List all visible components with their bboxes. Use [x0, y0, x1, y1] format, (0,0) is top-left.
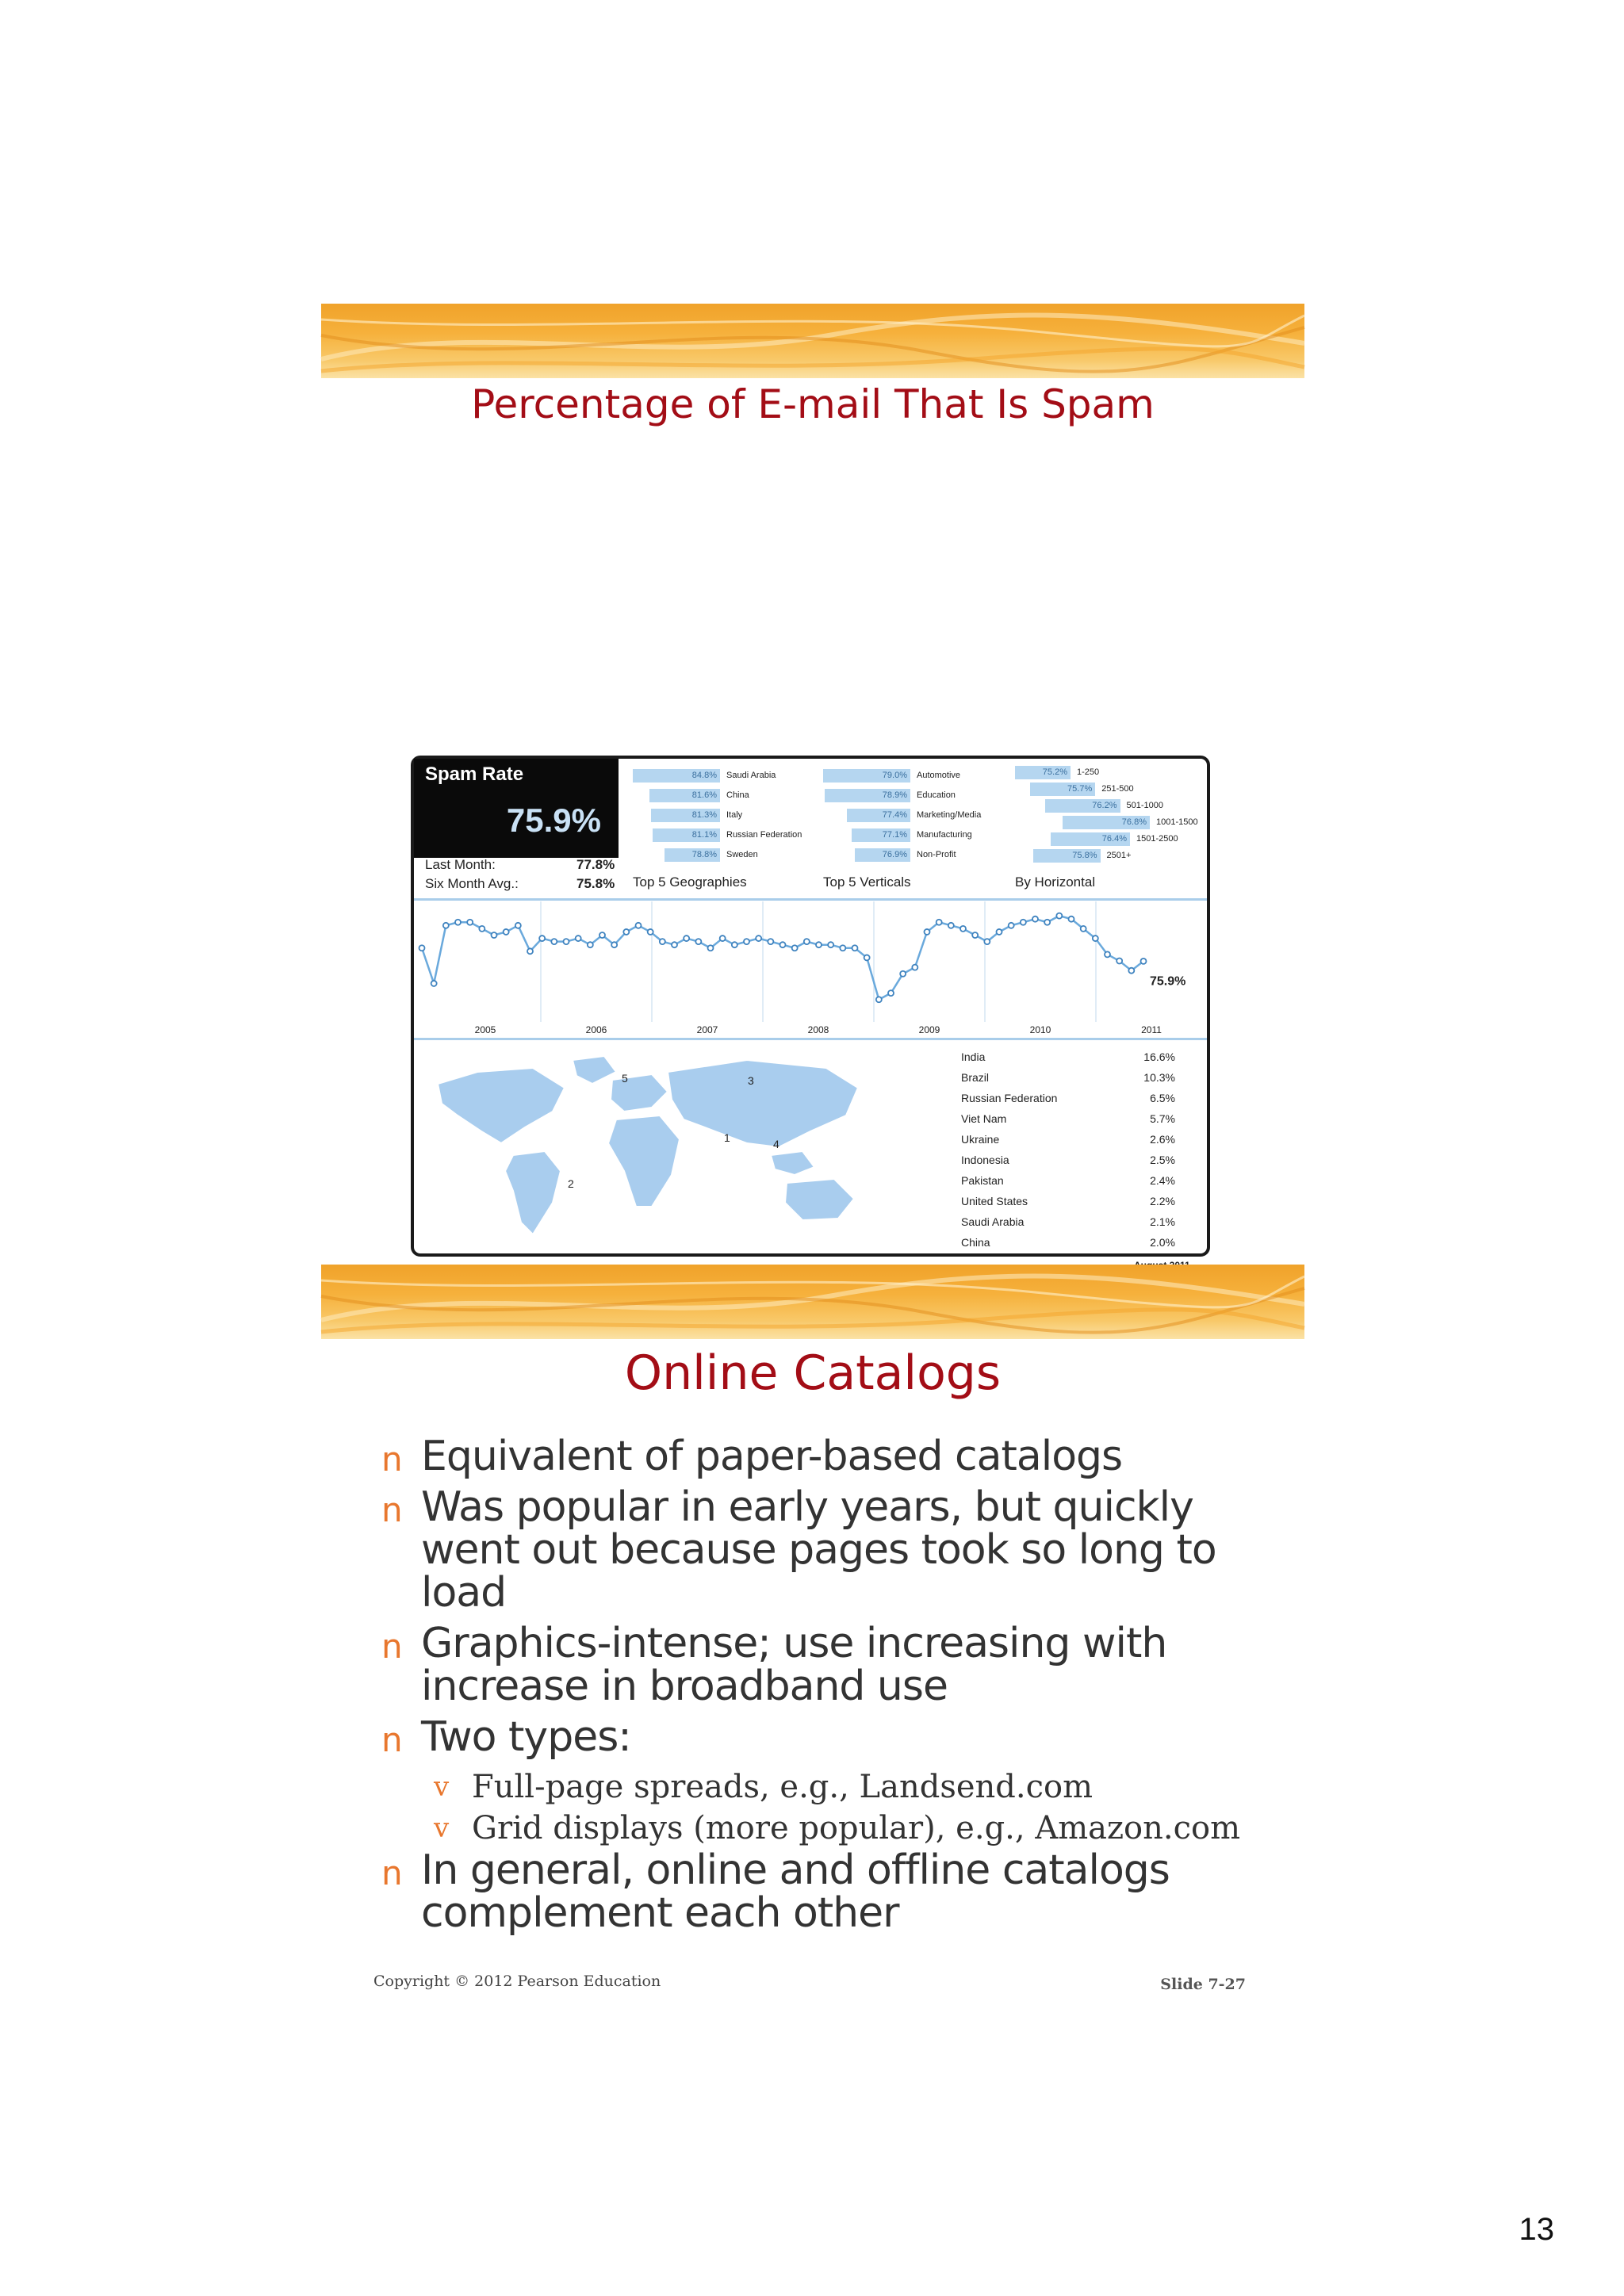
data-point — [467, 920, 473, 925]
map-africa — [608, 1115, 680, 1207]
category-row — [1015, 797, 1205, 813]
category-row — [1015, 813, 1205, 830]
map-marker-2: 2 — [568, 1177, 574, 1190]
bullet-item — [380, 1435, 1284, 1478]
country-row — [961, 1236, 1175, 1257]
data-point — [720, 936, 726, 941]
sub-bullet-item — [380, 1766, 1284, 1808]
data-point — [984, 939, 990, 944]
data-point — [504, 929, 509, 935]
data-point — [539, 936, 545, 941]
data-point — [852, 945, 858, 951]
category-bar: 75.2% — [1015, 766, 1071, 779]
data-point — [564, 939, 569, 944]
country-row — [961, 1050, 1175, 1071]
data-point — [1141, 959, 1147, 964]
category-label: Marketing/Media — [917, 810, 982, 820]
category-bar: 81.1% — [653, 828, 720, 842]
bullet-text: Full-page spreads, e.g., Landsend.com — [472, 1769, 1094, 1805]
category-label: 501-1000 — [1126, 801, 1163, 810]
data-point — [551, 939, 557, 944]
sub-bullet-item — [380, 1808, 1284, 1849]
by-horizontal-list — [1015, 763, 1205, 863]
map-australia — [785, 1179, 854, 1220]
category-row — [1015, 830, 1205, 847]
country-value: 10.3% — [1143, 1071, 1175, 1084]
data-point — [816, 942, 822, 947]
page-number: 13 — [1519, 2212, 1554, 2247]
x-tick-label: 2005 — [474, 1024, 496, 1035]
country-value: 6.5% — [1150, 1092, 1175, 1104]
copyright: Copyright © 2012 Pearson Education — [373, 1973, 661, 1990]
spam-rate-value: 75.9% — [506, 802, 601, 839]
last-month-label: Last Month: — [425, 857, 496, 872]
category-bar: 76.9% — [855, 848, 910, 862]
bullet-marker-icon: n — [381, 1627, 402, 1666]
six-month-value: 75.8% — [576, 876, 615, 891]
category-bar: 77.1% — [852, 828, 910, 842]
category-bar: 76.2% — [1045, 799, 1120, 813]
data-point — [527, 948, 533, 954]
country-name: Brazil — [961, 1071, 990, 1084]
data-point — [479, 926, 485, 932]
category-label: 251-500 — [1101, 784, 1134, 794]
data-point — [611, 942, 617, 947]
data-point — [936, 920, 942, 925]
spam-rate-panel — [414, 759, 619, 858]
x-tick-label: 2007 — [696, 1024, 718, 1035]
bullet-marker-icon: n — [381, 1720, 402, 1759]
data-point — [1081, 926, 1086, 932]
category-label: Education — [917, 790, 956, 800]
data-point — [804, 939, 810, 944]
country-name: Viet Nam — [961, 1112, 1007, 1125]
bullet-text: Graphics-intense; use increasing with increase in broadband use — [421, 1620, 1167, 1710]
country-name: Saudi Arabia — [961, 1215, 1025, 1228]
data-point — [900, 971, 906, 977]
data-point — [1044, 920, 1050, 925]
category-bar: 81.6% — [649, 789, 720, 802]
data-point — [840, 945, 845, 951]
country-value: 2.0% — [1150, 1236, 1175, 1249]
bullet-text: Was popular in early years, but quickly went out because pages took so long to load — [421, 1483, 1216, 1617]
country-value: 2.1% — [1150, 1215, 1175, 1228]
data-point — [732, 942, 737, 947]
bullet-text: Grid displays (more popular), e.g., Amazon.com — [472, 1810, 1241, 1846]
data-point — [1032, 916, 1038, 922]
spam-rate-title: Spam Rate — [425, 763, 524, 785]
country-row — [961, 1215, 1175, 1236]
bullet-text: Equivalent of paper-based catalogs — [421, 1433, 1123, 1480]
country-value: 2.6% — [1150, 1133, 1175, 1146]
data-point — [648, 929, 653, 935]
data-point — [623, 929, 629, 935]
slide-title: Percentage of E-mail That Is Spam — [471, 381, 1155, 427]
bullet-item — [380, 1622, 1284, 1708]
category-bar: 75.8% — [1033, 849, 1101, 863]
country-value: 2.2% — [1150, 1195, 1175, 1207]
banner-swirl — [321, 304, 1304, 378]
map-southeast-asia — [771, 1151, 814, 1175]
bullet-item — [380, 1846, 1284, 1937]
data-point — [455, 920, 461, 925]
sub-bullet-marker-icon: v — [434, 1812, 450, 1844]
map-greenland — [573, 1056, 616, 1084]
map-north-america — [438, 1068, 565, 1143]
country-row — [961, 1154, 1175, 1174]
data-point — [744, 939, 749, 944]
x-tick-label: 2010 — [1029, 1024, 1051, 1035]
slide-banner — [321, 1265, 1304, 1339]
data-point — [419, 945, 425, 951]
by-horizontal-label: By Horizontal — [1015, 874, 1096, 890]
data-point — [997, 929, 1002, 935]
category-label: Sweden — [726, 850, 758, 859]
data-point — [1093, 936, 1098, 941]
data-point — [888, 990, 894, 996]
category-label: Saudi Arabia — [726, 771, 776, 780]
data-point — [1069, 916, 1074, 922]
world-map — [414, 1044, 921, 1250]
data-point — [948, 923, 954, 928]
data-point — [792, 945, 798, 951]
country-name: Russian Federation — [961, 1092, 1058, 1104]
data-point — [1116, 959, 1122, 964]
chart-divider-bottom — [414, 1038, 1207, 1040]
data-point — [864, 955, 870, 960]
data-point — [708, 945, 714, 951]
category-bar: 78.8% — [665, 848, 720, 862]
category-bar: 84.8% — [633, 769, 720, 783]
data-point — [684, 936, 689, 941]
slide-banner — [321, 304, 1304, 378]
bullet-marker-icon: n — [381, 1440, 402, 1479]
data-point — [1009, 923, 1014, 928]
category-row — [633, 806, 823, 826]
last-month-value: 77.8% — [576, 857, 615, 872]
map-marker-4: 4 — [773, 1138, 779, 1150]
top-geographies-list — [633, 767, 823, 866]
category-row — [1015, 763, 1205, 780]
category-row — [823, 846, 1013, 866]
country-row — [961, 1071, 1175, 1092]
category-bar: 81.3% — [651, 809, 720, 822]
slide-number: Slide 7-27 — [1160, 1976, 1246, 1993]
data-point — [599, 932, 605, 938]
top-verticals-label: Top 5 Verticals — [823, 874, 911, 890]
country-value: 2.5% — [1150, 1154, 1175, 1166]
data-point — [972, 932, 978, 938]
country-name: Pakistan — [961, 1174, 1004, 1187]
country-name: India — [961, 1050, 986, 1063]
data-point — [588, 942, 593, 947]
country-value: 5.7% — [1150, 1112, 1175, 1125]
country-row — [961, 1092, 1175, 1112]
data-point — [636, 923, 642, 928]
bullet-item — [380, 1713, 1284, 1761]
country-row — [961, 1195, 1175, 1215]
x-tick-label: 2008 — [807, 1024, 829, 1035]
top-verticals-list — [823, 767, 1013, 866]
bullet-item — [380, 1483, 1284, 1617]
category-bar: 79.0% — [823, 769, 910, 783]
country-name: United States — [961, 1195, 1028, 1207]
slide-1 — [321, 304, 1304, 1249]
data-point — [925, 929, 930, 935]
category-label: Automotive — [917, 771, 961, 780]
data-point — [1056, 913, 1062, 919]
category-bar: 75.7% — [1030, 783, 1096, 796]
category-label: 2501+ — [1106, 851, 1132, 860]
data-point — [576, 936, 581, 941]
data-point — [672, 942, 677, 947]
map-marker-3: 3 — [748, 1074, 754, 1087]
map-marker-5: 5 — [622, 1072, 628, 1085]
category-row — [633, 767, 823, 786]
category-row — [1015, 847, 1205, 863]
country-name: Ukraine — [961, 1133, 1000, 1146]
category-row — [633, 846, 823, 866]
map-asia — [668, 1060, 858, 1147]
sub-bullet-marker-icon: v — [434, 1771, 450, 1803]
category-bar: 76.8% — [1063, 816, 1150, 829]
country-row — [961, 1133, 1175, 1154]
chart-divider-top — [414, 898, 1207, 901]
category-label: 1501-2500 — [1136, 834, 1178, 844]
data-point — [828, 942, 833, 947]
category-row — [823, 767, 1013, 786]
data-point — [492, 932, 497, 938]
x-tick-label: 2006 — [585, 1024, 607, 1035]
six-month-label: Six Month Avg.: — [425, 876, 519, 891]
country-name: China — [961, 1236, 990, 1249]
category-label: Non-Profit — [917, 850, 956, 859]
data-point — [431, 981, 437, 986]
data-point — [443, 923, 449, 928]
category-row — [1015, 780, 1205, 797]
category-label: Manufacturing — [917, 830, 972, 840]
slide-title: Online Catalogs — [624, 1345, 1002, 1401]
data-point — [1128, 968, 1134, 974]
category-label: 1001-1500 — [1156, 817, 1198, 827]
category-label: Italy — [726, 810, 743, 820]
map-marker-1: 1 — [724, 1131, 730, 1144]
category-bar: 77.4% — [847, 809, 910, 822]
spam-rate-chart — [411, 756, 1210, 1257]
x-tick-label: 2009 — [918, 1024, 940, 1035]
x-tick-label: 2011 — [1141, 1024, 1162, 1035]
country-row — [961, 1174, 1175, 1195]
category-label: 1-250 — [1077, 767, 1100, 777]
country-value: 2.4% — [1150, 1174, 1175, 1187]
data-point — [756, 936, 761, 941]
data-point — [960, 926, 966, 932]
top-geographies-label: Top 5 Geographies — [633, 874, 747, 890]
category-label: Russian Federation — [726, 830, 802, 840]
category-row — [633, 826, 823, 846]
map-south-america — [505, 1151, 561, 1234]
country-value: 16.6% — [1143, 1050, 1175, 1063]
map-europe — [611, 1074, 668, 1112]
category-label: China — [726, 790, 749, 800]
data-point — [1021, 920, 1026, 925]
data-point — [780, 942, 786, 947]
spam-rate-line — [422, 916, 1143, 1000]
spam-trend-line-chart — [414, 901, 1207, 1038]
bullet-text: In general, online and offline catalogs complement each other — [421, 1846, 1170, 1937]
data-point — [876, 997, 882, 1002]
country-row — [961, 1112, 1175, 1133]
bullet-text: Two types: — [421, 1713, 631, 1761]
data-point — [912, 965, 917, 970]
category-row — [823, 826, 1013, 846]
country-name: Indonesia — [961, 1154, 1009, 1166]
data-point — [515, 923, 521, 928]
category-bar: 78.9% — [825, 789, 910, 802]
category-row — [823, 806, 1013, 826]
category-row — [633, 786, 823, 806]
data-point — [768, 939, 773, 944]
banner-swirl — [321, 1265, 1304, 1339]
data-point — [1105, 951, 1110, 957]
data-point — [695, 939, 701, 944]
bullet-marker-icon: n — [381, 1490, 402, 1529]
category-row — [823, 786, 1013, 806]
category-bar: 76.4% — [1051, 832, 1130, 846]
data-point — [660, 939, 665, 944]
end-value-label: 75.9% — [1150, 974, 1186, 989]
bullet-marker-icon: n — [381, 1854, 402, 1892]
bullet-list — [380, 1435, 1284, 1942]
